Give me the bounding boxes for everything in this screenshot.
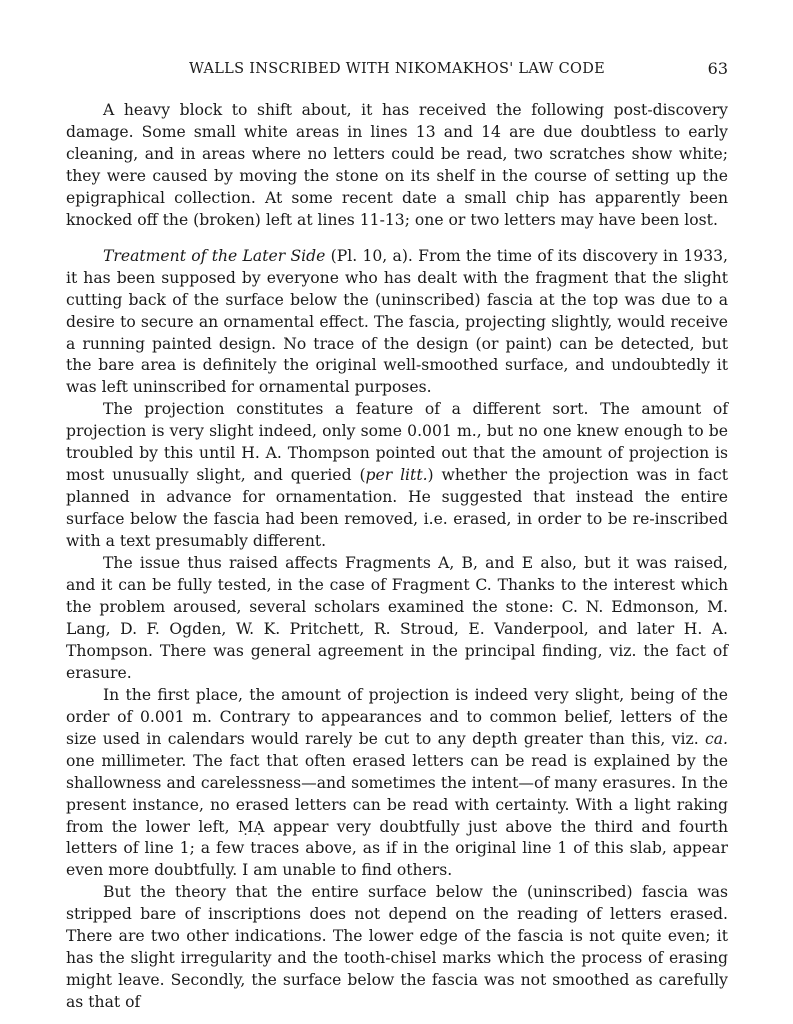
italic-term: ca. [705,729,728,748]
paragraph-text: But the theory that the entire surface below the (uninscribed) fascia was stripped bare of inscriptions does not depend on the reading of letters erased. There are two other indications. The lower edge of the fascia is not quite even; it has the slight irregularity and the tooth-chisel marks which the process of erasing might leave. Secondly, the surface below the fascia was not smoothed as carefully as that of [66,883,728,1012]
paragraph-text: A heavy block to shift about, it has received the following post-discovery damage. Some small white areas in lines 13 and 14 are due doubtless to early cleaning, and in areas where no letters could be read, two scratches show white; they were caused by moving the stone on its shelf in the course of setting up the epigraphical collection. At some recent date a small chip has apparently been knocked off the (broken) left at lines 11-13; one or two letters may have been lost. [66,101,728,229]
paragraph-text: The projection constitutes a feature of a different sort. The amount of projection is very slight indeed, only some 0.001 m., but no one knew enough to be troubled by this until H. A. Thompson pointed out that the amount of projection is most unusually slight, and queried ( [66,400,728,485]
paragraph-text: (Pl. 10, a). From the time of its discovery in 1933, it has been supposed by everyone who has dealt with the fragment that the slight cutting back of the surface below the (uninscribed) fascia at the top was due to a desire to secure an ornamental effect. The fascia, projecting slightly, would receive a running painted design. No trace of the design (or paint) can be detected, but the bare area is definitely the original well-smoothed surface, and undoubtedly it was left uninscribed for ornamental purposes. [66,246,728,397]
paragraph-text: ) whether the projection was in fact planned in advance for ornamentation. He suggested that instead the entire surface below the fascia had been removed, i.e. erased, in order to be re-inscribed with a text presumably different. [66,466,728,551]
running-title: WALLS INSCRIBED WITH NIKOMAKHOS' LAW CODE [188,61,606,77]
paragraph-projection [66,399,728,553]
paragraph-text: one millimeter. The fact that often erased letters can be read is explained by the shallowness and carelessness—and sometimes the intent—of many erasures. In the present instance, no erased letters can be read with certainty. With a light raking from the lower left, [66,751,728,836]
running-head [66,58,728,80]
paragraph-fragment-c [66,553,728,685]
paragraph-theory [66,882,728,1014]
section-heading: Treatment of the Later Side [103,246,326,265]
paragraph-text: The issue thus raised affects Fragments A, B, and E also, but it was raised, and it can be fully tested, in the case of Fragment C. Thanks to the interest which the problem aroused, several scholars examined the stone: C. N. Edmonson, M. Lang, D. F. Ogden, W. K. Pritchett, R. Stroud, E. Vanderpool, and later H. A. Thompson. There was general agreement in the principal finding, viz. the fact of erasure. [66,554,728,682]
paragraph-text: In the first place, the amount of projection is indeed very slight, being of the order of 0.001 m. Contrary to appearances and to common belief, letters of the size used in calendars would rarely be cut to any depth greater than this, viz. [66,685,728,748]
paragraph-treatment-later-side [66,246,728,400]
paragraph-text: appear very doubtfully just above the third and fourth letters of line 1; a few traces above, as if in the original line 1 of this slab, appear even more doubtfully. I am unable to find others. [66,817,728,880]
erased-letters: ṂẠ [237,817,265,836]
paragraph-post-discovery-damage [66,100,728,232]
page-number: 63 [707,59,728,78]
paragraph-first-place [66,685,728,883]
body-text [66,100,728,1014]
italic-term: per litt. [365,466,428,485]
